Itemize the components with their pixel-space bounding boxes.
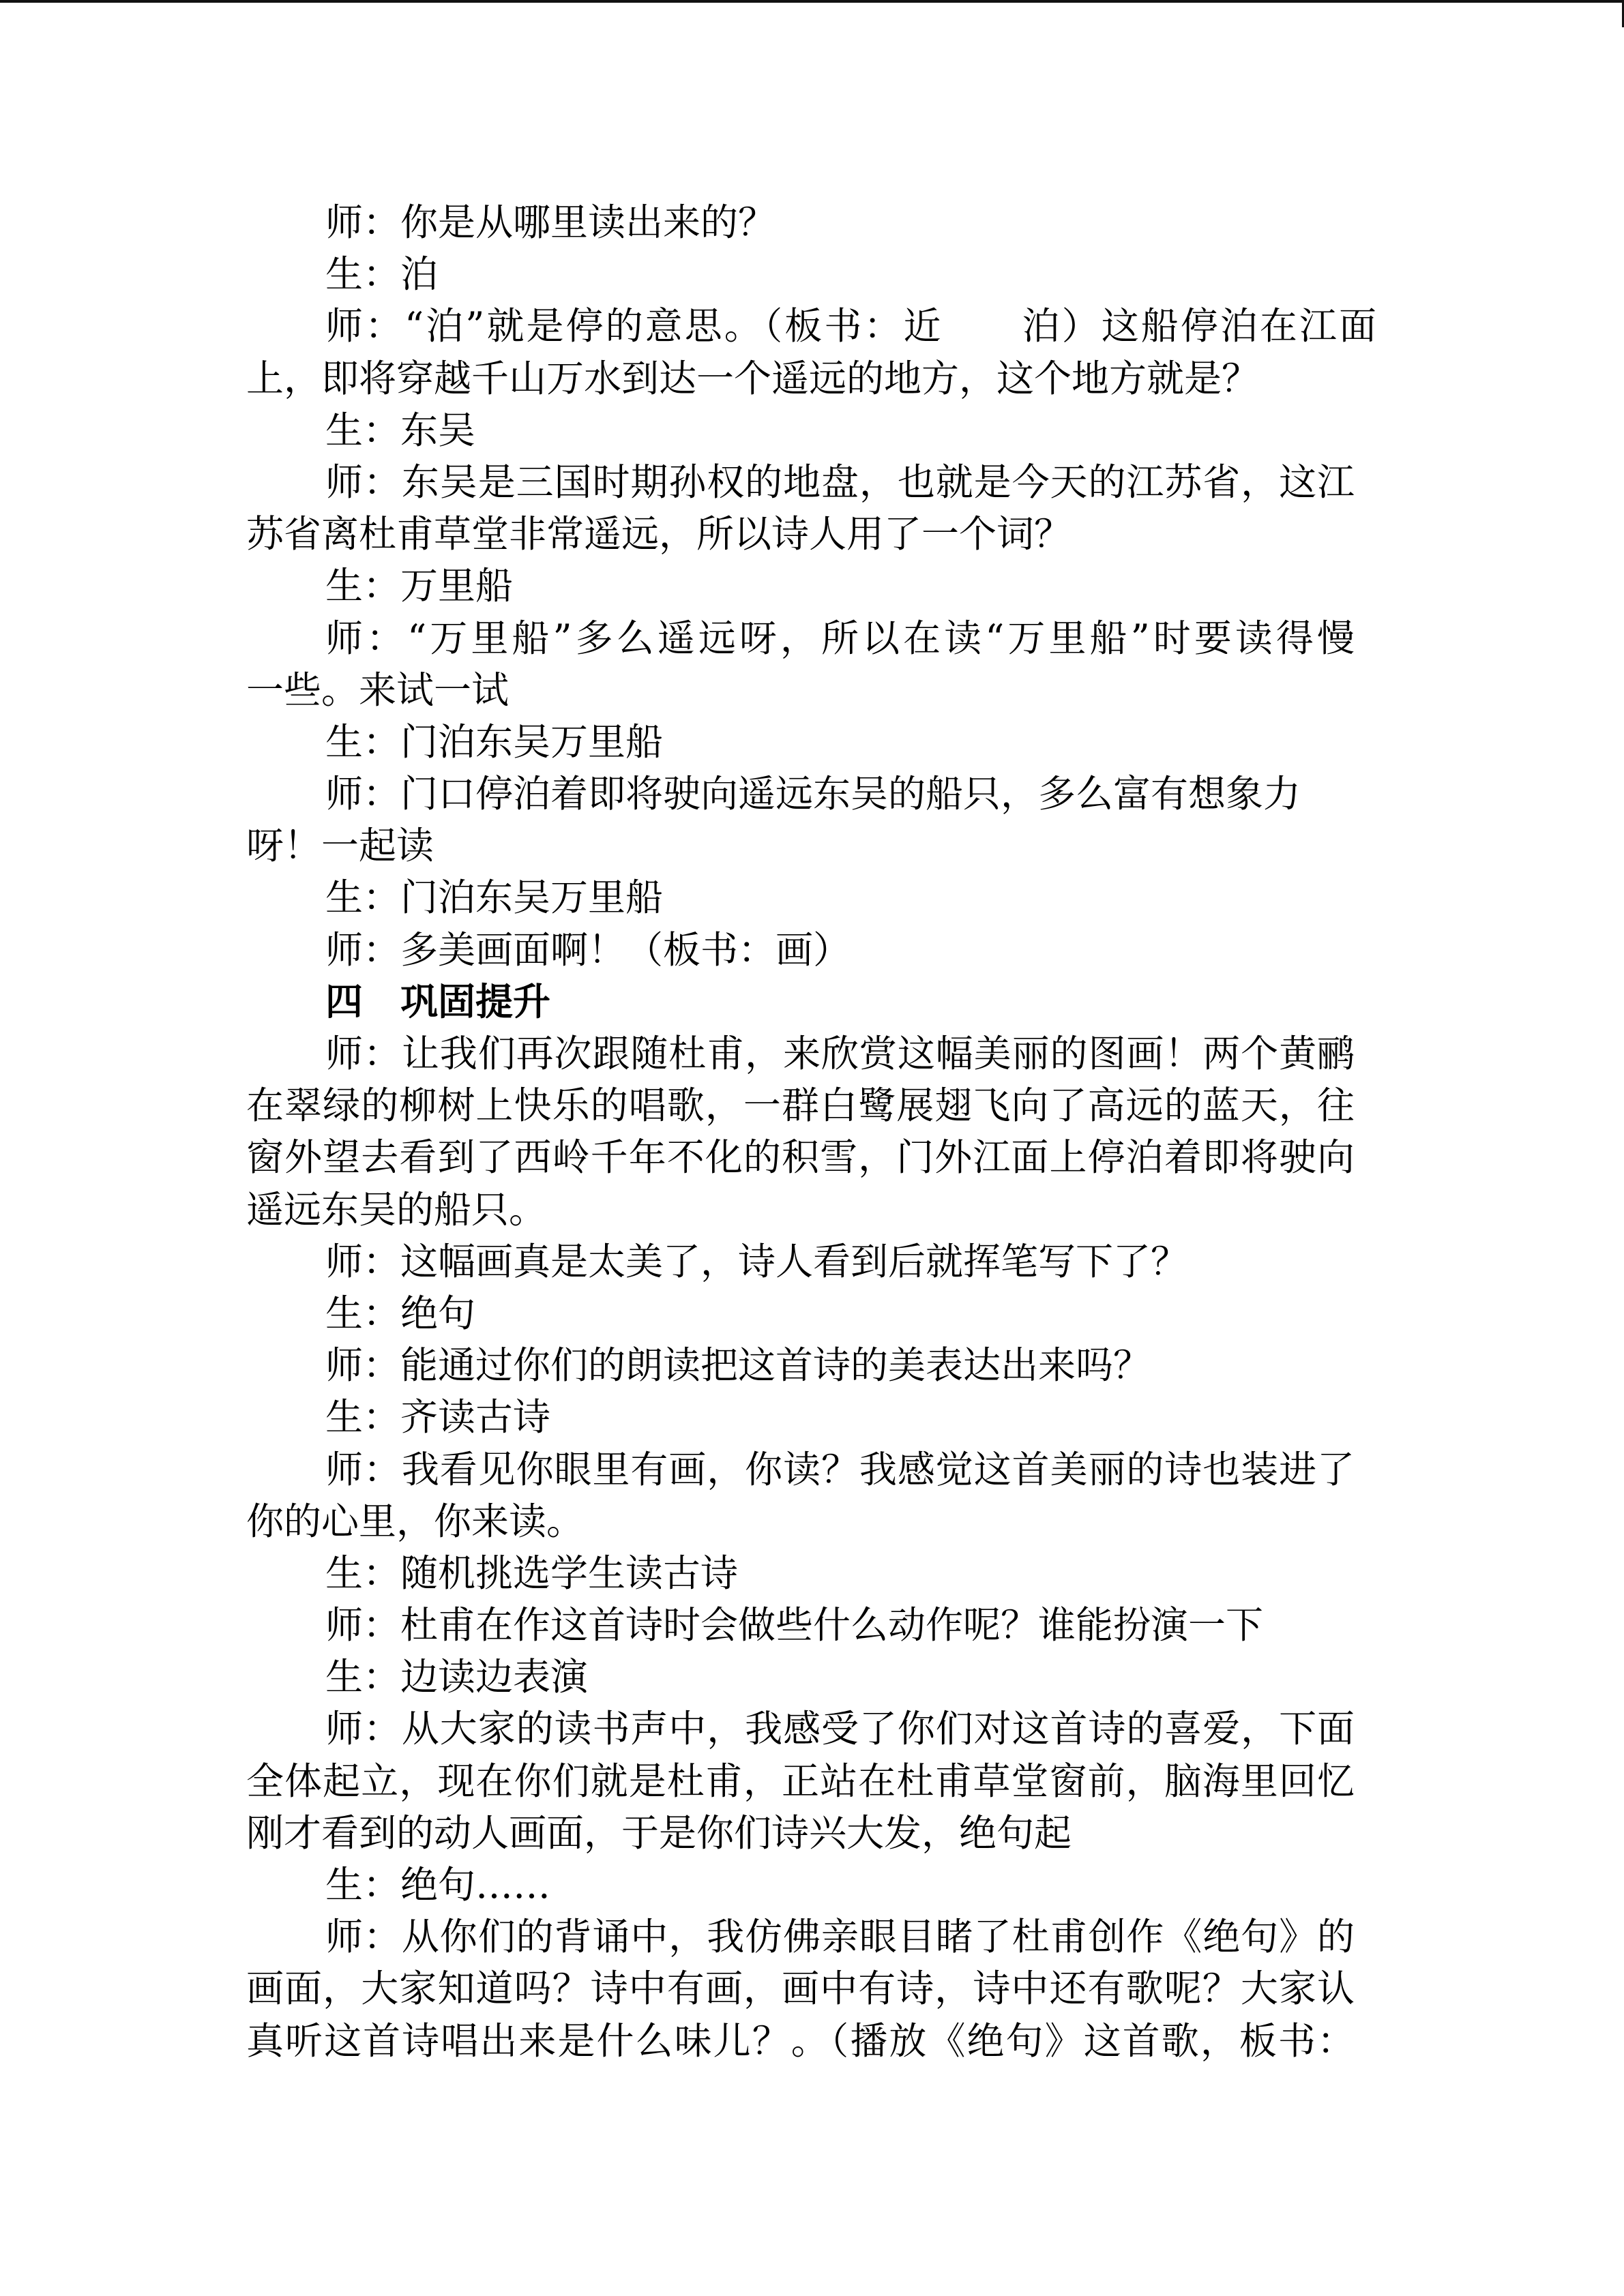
dialogue-paragraph bbox=[246, 300, 1376, 404]
dialogue-line: 真听这首诗唱出来是什么味儿？。（播放《绝句》这首歌，板书： bbox=[246, 2018, 1355, 2063]
dialogue-paragraph bbox=[246, 1287, 1355, 1339]
dialogue-line: 你的心里，你来读。 bbox=[246, 1499, 585, 1543]
dialogue-paragraph bbox=[246, 560, 1355, 612]
dialogue-paragraph bbox=[246, 924, 1355, 976]
dialogue-paragraph bbox=[246, 1236, 1355, 1287]
dialogue-line: 生：齐读古诗 bbox=[325, 1395, 551, 1440]
dialogue-paragraph bbox=[246, 1599, 1355, 1651]
dialogue-line: 师：能通过你们的朗读把这首诗的美表达出来吗？ bbox=[325, 1343, 1151, 1388]
dialogue-line: 师：门口停泊着即将驶向遥远东吴的船只，多么富有想象力 bbox=[325, 772, 1301, 816]
dialogue-line: 生：绝句 bbox=[325, 1291, 476, 1335]
dialogue-line: 师：杜甫在作这首诗时会做些什么动作呢？谁能扮演一下 bbox=[325, 1603, 1264, 1648]
page-top-border bbox=[0, 0, 1624, 3]
dialogue-paragraph bbox=[246, 456, 1355, 560]
dialogue-line: 生：泊 bbox=[325, 252, 439, 297]
dialogue-line: 师：让我们再次跟随杜甫，来欣赏这幅美丽的图画！两个黄鹂 bbox=[325, 1032, 1355, 1075]
dialogue-line: 刚才看到的动人画面，于是你们诗兴大发，绝句起 bbox=[246, 1810, 1072, 1855]
dialogue-paragraph bbox=[246, 1028, 1355, 1236]
dialogue-line: 苏省离杜甫草堂非常遥远，所以诗人用了一个词？ bbox=[246, 512, 1072, 556]
dialogue-paragraph bbox=[246, 248, 1355, 300]
dialogue-paragraph bbox=[246, 1391, 1355, 1443]
dialogue-line: 师：从大家的读书声中，我感受了你们对这首诗的喜爱，下面 bbox=[325, 1707, 1355, 1751]
dialogue-paragraph bbox=[246, 1859, 1355, 1911]
dialogue-line: 师：这幅画真是太美了，诗人看到后就挥笔写下了？ bbox=[325, 1239, 1189, 1283]
dialogue-paragraph bbox=[246, 1651, 1355, 1703]
dialogue-paragraph bbox=[246, 871, 1355, 923]
dialogue-line: 遥远东吴的船只。 bbox=[246, 1187, 547, 1232]
dialogue-line: 师：多美画面啊！（板书：画） bbox=[325, 927, 851, 972]
dialogue-paragraph bbox=[246, 404, 1355, 456]
dialogue-line: 生：万里船 bbox=[325, 564, 514, 608]
dialogue-line: 一些。来试一试 bbox=[246, 668, 510, 712]
dialogue-line: 师：我看见你眼里有画，你读？我感觉这首美丽的诗也装进了 bbox=[325, 1447, 1355, 1491]
document-body bbox=[246, 196, 1376, 2067]
dialogue-paragraph bbox=[246, 612, 1355, 716]
dialogue-paragraph bbox=[246, 1703, 1355, 1859]
dialogue-line: 生：东吴 bbox=[325, 408, 476, 452]
dialogue-line: 师：你是从哪里读出来的？ bbox=[325, 200, 776, 244]
dialogue-line: 生：门泊东吴万里船 bbox=[325, 719, 664, 764]
dialogue-paragraph bbox=[246, 1911, 1355, 2067]
dialogue-line: 师：从你们的背诵中，我仿佛亲眼目睹了杜甫创作《绝句》的 bbox=[325, 1915, 1355, 1959]
dialogue-paragraph bbox=[246, 716, 1355, 768]
dialogue-paragraph bbox=[246, 768, 1355, 871]
dialogue-line: 师：“万里船”多么遥远呀，所以在读“万里船”时要读得慢 bbox=[325, 616, 1355, 660]
section-heading-block bbox=[246, 976, 1355, 1028]
dialogue-line: 师：东吴是三国时期孙权的地盘，也就是今天的江苏省，这江 bbox=[325, 460, 1355, 504]
dialogue-line: 在翠绿的柳树上快乐的唱歌，一群白鹭展翅飞向了高远的蓝天，往 bbox=[246, 1084, 1355, 1128]
dialogue-line: 全体起立，现在你们就是杜甫，正站在杜甫草堂窗前，脑海里回忆 bbox=[246, 1759, 1355, 1803]
dialogue-line: 呀！一起读 bbox=[246, 824, 434, 868]
dialogue-paragraph bbox=[246, 1339, 1355, 1391]
dialogue-line: 生：门泊东吴万里船 bbox=[325, 876, 664, 920]
dialogue-paragraph bbox=[246, 1444, 1355, 1547]
dialogue-line: 上，即将穿越千山万水到达一个遥远的地方，这个地方就是？ bbox=[246, 356, 1260, 400]
dialogue-line: 窗外望去看到了西岭千年不化的积雪，门外江面上停泊着即将驶向 bbox=[246, 1135, 1355, 1180]
dialogue-line: 师：“泊”就是停的意思。（板书：近 泊）这船停泊在江面 bbox=[325, 304, 1376, 348]
dialogue-line: 生：随机挑选学生读古诗 bbox=[325, 1551, 739, 1595]
dialogue-line: 生：绝句…… bbox=[325, 1863, 551, 1907]
section-heading: 四 巩固提升 bbox=[325, 979, 551, 1024]
dialogue-paragraph bbox=[246, 1547, 1355, 1599]
dialogue-line: 画面，大家知道吗？诗中有画，画中有诗，诗中还有歌呢？大家认 bbox=[246, 1967, 1355, 2011]
dialogue-paragraph bbox=[246, 196, 1355, 248]
dialogue-line: 生：边读边表演 bbox=[325, 1655, 589, 1699]
